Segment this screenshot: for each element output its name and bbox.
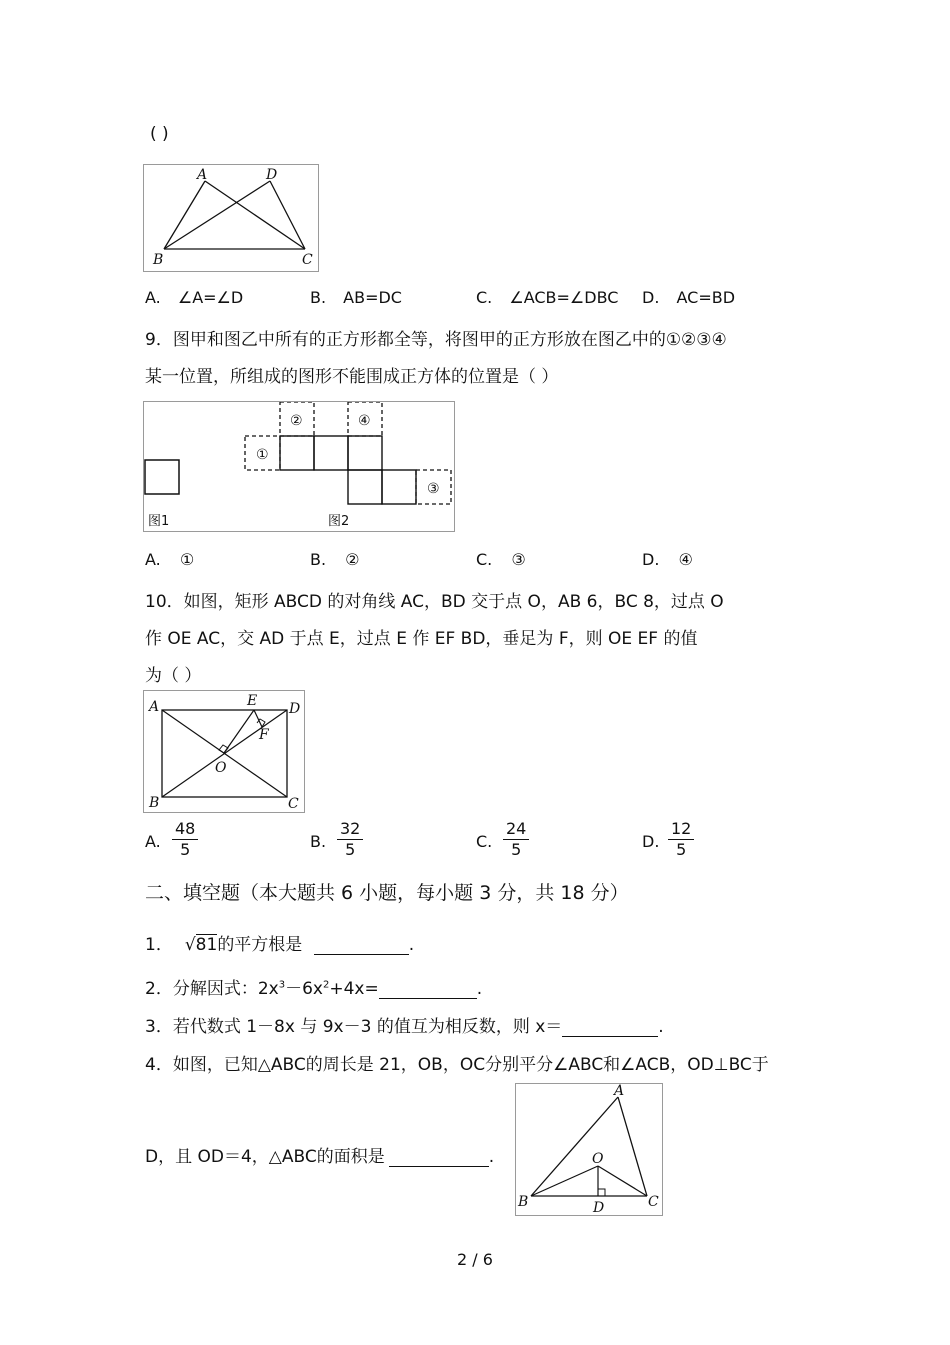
q10-segment-oe <box>224 710 254 753</box>
q9-label-3: ③ <box>427 481 440 497</box>
period: . <box>658 1017 664 1037</box>
q8-label-d: D <box>266 167 278 183</box>
option-text: ② <box>345 550 360 569</box>
q10-label-o: O <box>215 760 227 776</box>
option-letter: C. <box>476 550 493 569</box>
fill-q4-line1: 4．如图，已知△ABC的周长是 21，OB，OC分别平分∠ABC和∠ACB，OD⊥BC于 <box>145 1055 769 1075</box>
q9-fig2-square <box>348 470 382 504</box>
q10-stem-line3: 为（ ） <box>145 666 202 686</box>
answer-blank[interactable] <box>379 982 477 999</box>
q9-label-4: ④ <box>358 413 371 429</box>
q8-figure <box>143 164 319 272</box>
exponent: 3 <box>278 979 286 991</box>
option-text: ① <box>179 550 195 569</box>
q9-option-b <box>310 550 360 569</box>
sqrt-symbol: √ <box>184 935 196 955</box>
q8-label-b: B <box>153 252 164 268</box>
q9-caption-fig1: 图1 <box>148 514 170 529</box>
fill-q1 <box>145 930 414 955</box>
fraction-numerator: 12 <box>668 819 694 840</box>
q8-option-a <box>145 288 243 307</box>
q4-label-o: O <box>592 1151 604 1167</box>
q10-label-b: B <box>149 795 160 811</box>
fill-q4-line2 <box>145 1142 494 1167</box>
option-letter: D. <box>642 550 660 569</box>
option-text: AB=DC <box>343 288 402 307</box>
q9-stem-line1: 9．图甲和图乙中所有的正方形都全等，将图甲的正方形放在图乙中的①②③④ <box>145 330 727 350</box>
q10-figure <box>143 690 305 813</box>
period: . <box>488 1147 495 1167</box>
fill-q1-text: 的平方根是 <box>217 935 303 955</box>
q4-segment-bo <box>531 1166 598 1196</box>
exponent: 2 <box>322 979 330 991</box>
q9-stem-line2: 某一位置，所组成的图形不能围成正方体的位置是（ ） <box>145 367 559 387</box>
period: . <box>408 935 415 955</box>
q10-option-a-letter: A. <box>145 832 161 851</box>
section-heading: 二、填空题（本大题共 6 小题，每小题 3 分，共 18 分） <box>145 882 629 904</box>
fraction-denominator: 5 <box>511 840 522 859</box>
q9-label-1: ① <box>256 447 269 463</box>
option-text: ③ <box>511 550 526 569</box>
option-letter: A. <box>145 550 161 569</box>
fill-q3 <box>145 1012 664 1037</box>
q10-option-d-fraction <box>668 819 694 860</box>
q8-figure-svg <box>144 165 318 271</box>
fill-q4-figure-svg <box>516 1084 662 1215</box>
q9-fig2-square <box>348 436 382 470</box>
option-letter: D. <box>642 288 660 307</box>
q9-option-a <box>145 550 194 569</box>
option-letter: B. <box>310 550 327 569</box>
q10-label-e: E <box>247 693 258 709</box>
q9-caption-fig2: 图2 <box>328 514 350 529</box>
answer-blank[interactable] <box>314 938 409 955</box>
q9-figure <box>143 401 455 532</box>
q9-fig2-square <box>280 436 314 470</box>
option-letter: B. <box>310 288 327 307</box>
fraction-numerator: 32 <box>337 819 363 840</box>
q9-fig2-square <box>382 470 416 504</box>
fill-q2-part-c: +4x= <box>329 979 379 999</box>
answer-blank[interactable] <box>389 1150 489 1167</box>
period: . <box>476 979 483 999</box>
q4-segment-ba <box>531 1097 618 1196</box>
q10-option-a-fraction <box>172 819 198 860</box>
q4-label-d: D <box>593 1200 605 1215</box>
q10-segment-ef <box>254 710 262 727</box>
fill-q4-text: D，且 OD＝4，△ABC的面积是 <box>145 1147 385 1167</box>
q8-option-d <box>642 288 735 307</box>
fill-q2 <box>145 974 482 999</box>
q10-option-d-letter: D. <box>642 832 660 851</box>
fill-q2-part-a: 2．分解因式：2x <box>145 979 279 999</box>
q10-option-b-fraction <box>337 819 363 860</box>
q8-segment-dc <box>270 181 305 249</box>
q9-fig2-square <box>314 436 348 470</box>
q8-option-b <box>310 288 402 307</box>
q4-label-c: C <box>648 1194 659 1210</box>
q10-stem-line1: 10．如图，矩形 ABCD 的对角线 AC，BD 交于点 O，AB 6，BC 8，过点 O <box>145 592 724 612</box>
fill-q3-text: 3．若代数式 1－8x 与 9x－3 的值互为相反数，则 x＝ <box>145 1017 563 1037</box>
sqrt-radicand: 81 <box>195 935 218 955</box>
q10-figure-svg <box>144 691 304 812</box>
q8-segment-ba <box>164 181 205 249</box>
q8-label-a: A <box>197 167 208 183</box>
q10-option-c-fraction <box>503 819 529 860</box>
q10-label-f: F <box>259 727 269 743</box>
q10-option-c-letter: C. <box>476 832 493 851</box>
q9-fig1-square <box>145 460 179 494</box>
q9-figure-svg <box>144 402 454 531</box>
q4-right-angle-d <box>598 1189 605 1196</box>
q10-label-c: C <box>288 796 299 812</box>
q4-label-b: B <box>518 1194 529 1210</box>
option-text: ∠A=∠D <box>177 288 244 307</box>
answer-blank[interactable] <box>562 1020 658 1037</box>
q9-option-c <box>476 550 526 569</box>
option-letter: A. <box>145 288 161 307</box>
fill-q1-number: 1． <box>145 935 173 955</box>
option-letter: C. <box>476 288 493 307</box>
q4-label-a: A <box>614 1084 625 1099</box>
q10-option-b-letter: B. <box>310 832 327 851</box>
page-number: 2 / 6 <box>457 1250 493 1269</box>
fill-q2-part-b: －6x <box>285 979 323 999</box>
q8-option-c <box>476 288 618 307</box>
fraction-numerator: 48 <box>172 819 198 840</box>
q10-stem-line2: 作 OE AC，交 AD 于点 E，过点 E 作 EF BD，垂足为 F，则 OE EF 的值 <box>145 629 698 649</box>
fraction-denominator: 5 <box>676 840 687 859</box>
fraction-denominator: 5 <box>345 840 356 859</box>
option-text: AC=BD <box>676 288 736 307</box>
q9-label-2: ② <box>290 413 303 429</box>
fraction-denominator: 5 <box>180 840 191 859</box>
q8-label-c: C <box>302 252 313 268</box>
option-text: ∠ACB=∠DBC <box>509 288 619 307</box>
fill-q4-figure <box>515 1083 663 1216</box>
q8-answer-paren: ( ) <box>150 124 169 144</box>
q10-label-d: D <box>289 701 301 717</box>
option-text: ④ <box>678 550 693 569</box>
fraction-numerator: 24 <box>503 819 529 840</box>
q10-label-a: A <box>149 699 160 715</box>
q9-option-d <box>642 550 693 569</box>
